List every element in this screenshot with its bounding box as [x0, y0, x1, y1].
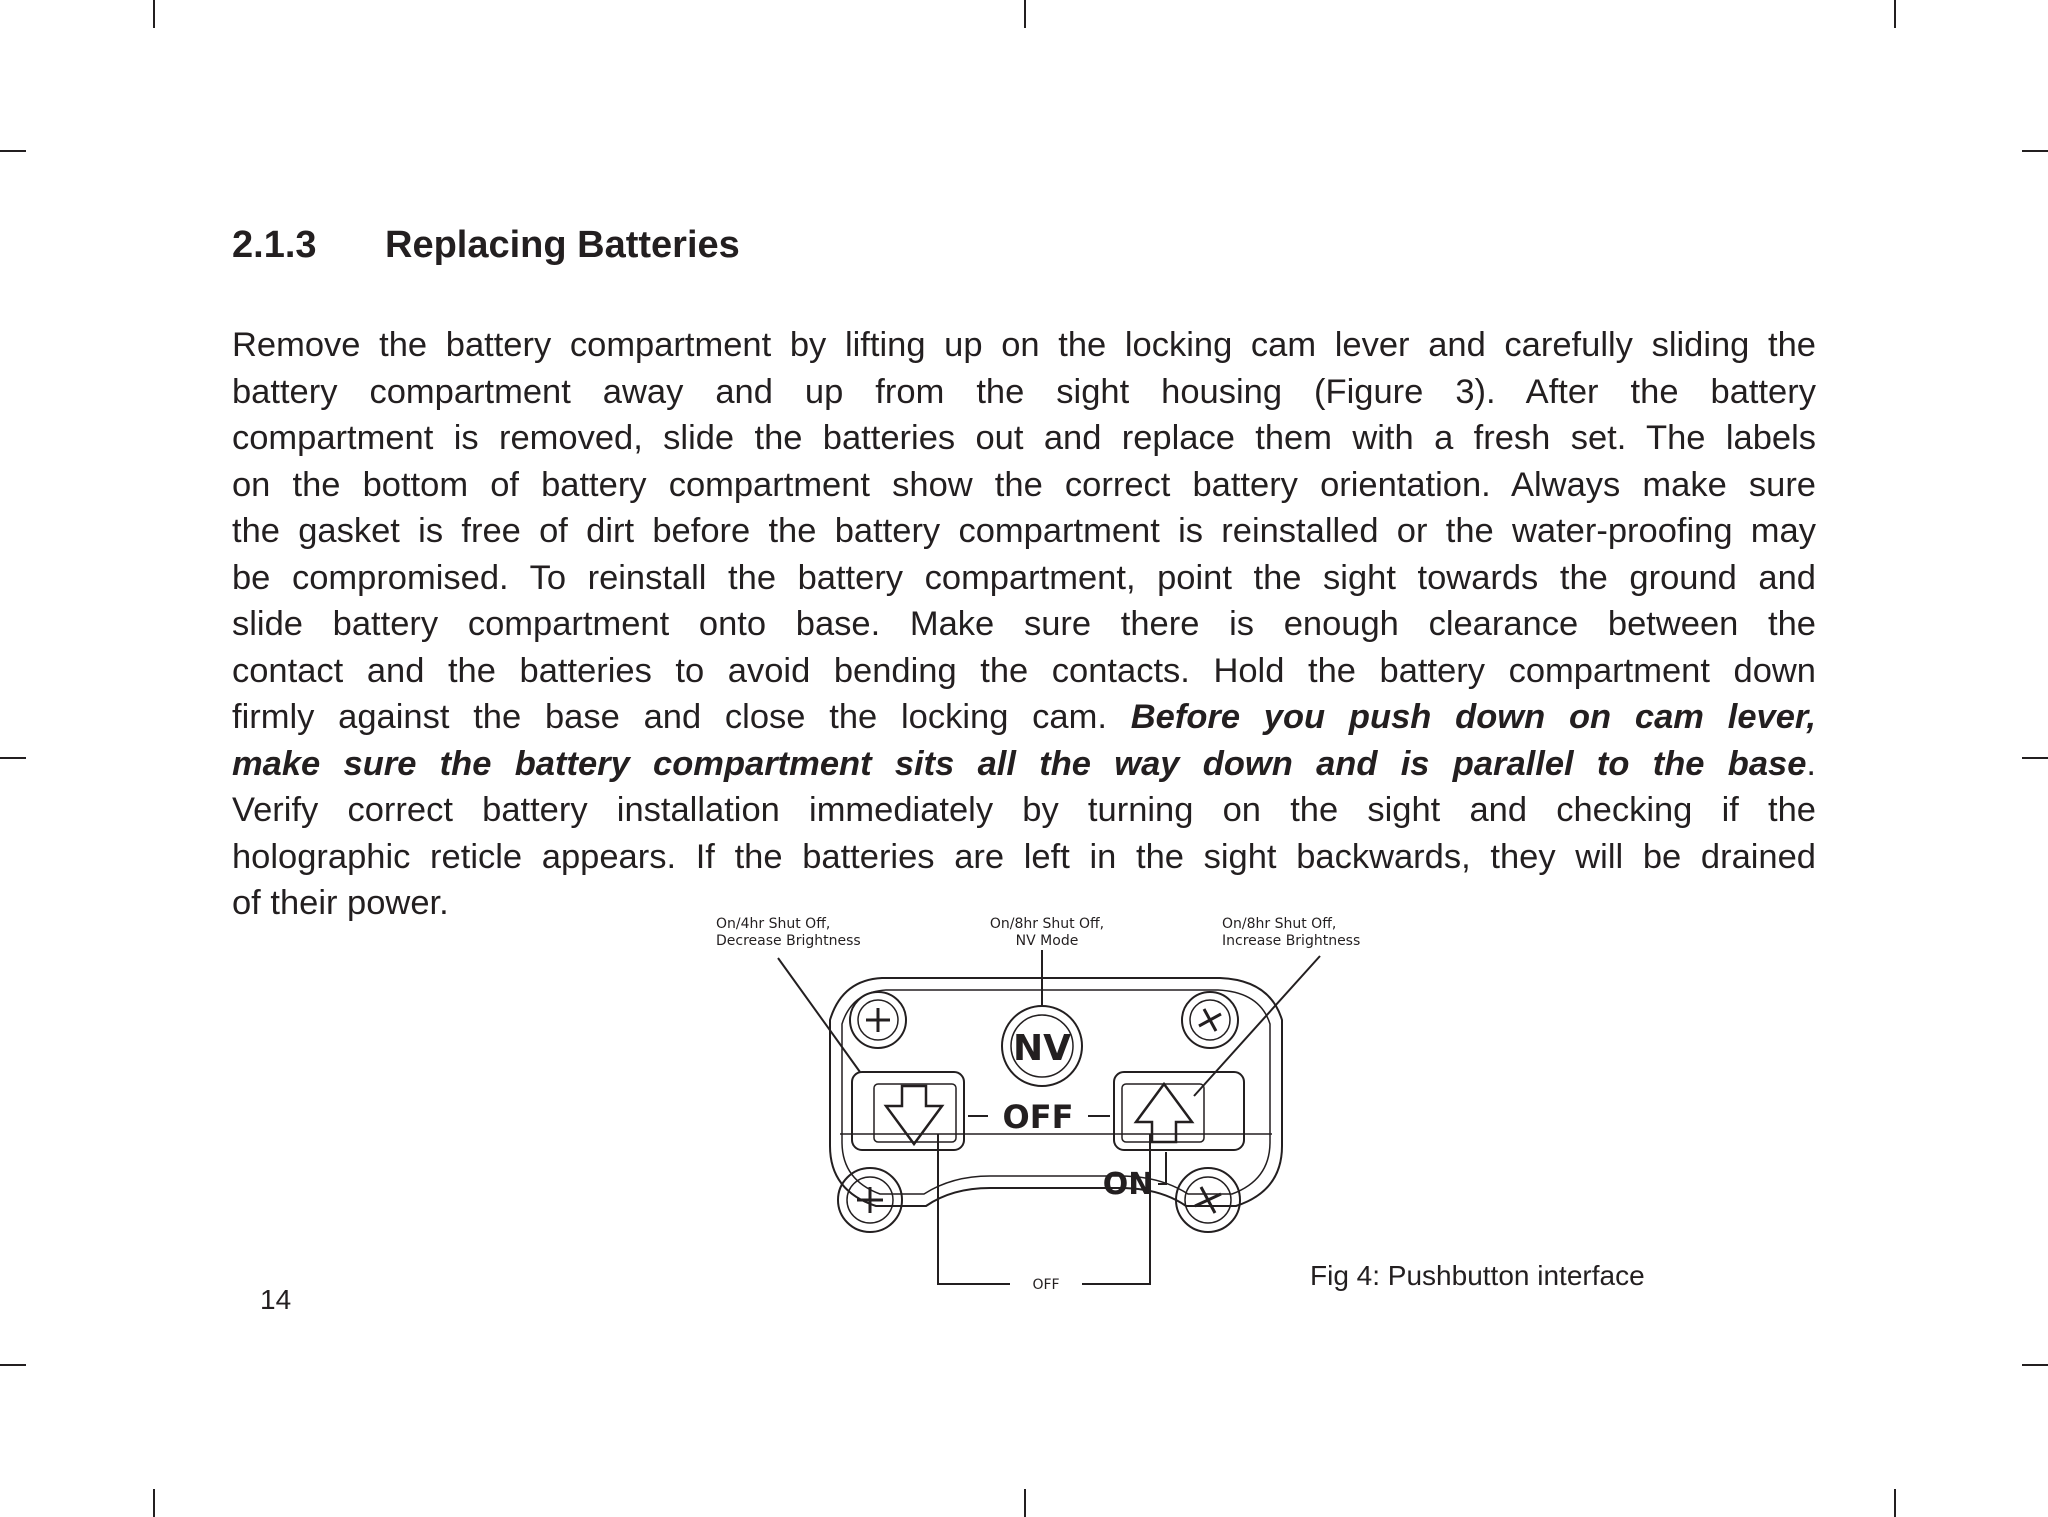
body-line: be compromised. To reinstall the battery compartment, point the sight towards the ground and: [232, 558, 1816, 597]
crop-mark: [0, 757, 26, 759]
arrow-down-icon: [886, 1086, 942, 1144]
figure-caption: Fig 4: Pushbutton interface: [1310, 1260, 1645, 1291]
crop-mark: [1024, 0, 1026, 28]
leader-line: [778, 958, 860, 1072]
body-line: compartment is removed, slide the batteries out and replace them with a fresh set. The labels: [232, 419, 1816, 457]
body-line: of their power.: [232, 884, 449, 922]
on-label: ON: [1102, 1167, 1154, 1202]
body-line: contact and the batteries to avoid bending the contacts. Hold the battery compartment down: [232, 651, 1816, 690]
crop-mark: [1894, 1489, 1896, 1517]
body-line: holographic reticle appears. If the batteries are left in the sight backwards, they will be drained: [232, 837, 1816, 876]
section-number: 2.1.3: [232, 224, 317, 266]
warning-text: make sure the battery compartment sits all the way down and is parallel to the base: [232, 744, 1807, 783]
callout-right-line1: On/8hr Shut Off,: [1222, 916, 1337, 932]
callout-center-line2: NV Mode: [1015, 933, 1079, 949]
body-line: [232, 741, 1816, 788]
callout-left-line2: Decrease Brightness: [716, 933, 861, 949]
body-line: on the bottom of battery compartment show the correct battery orientation. Always make sure: [232, 465, 1816, 504]
crop-mark: [2022, 1364, 2048, 1366]
body-line: [232, 694, 1816, 741]
housing-outline: [830, 978, 1282, 1206]
section-heading: [232, 222, 740, 268]
warning-text: Before you push down on cam lever,: [1130, 698, 1816, 736]
callout-left-line1: On/4hr Shut Off,: [716, 916, 831, 932]
bottom-off-label: OFF: [1032, 1277, 1060, 1293]
body-line: slide battery compartment onto base. Make sure there is enough clearance between the: [232, 605, 1816, 643]
body-line: Verify correct battery installation immediately by turning on the sight and checking if the: [232, 791, 1816, 829]
body-line: the gasket is free of dirt before the battery compartment is reinstalled or the water-proofing may: [232, 512, 1816, 550]
body-line-text: firmly against the base and close the locking cam.: [232, 698, 1131, 736]
on-indicator-line: [1158, 1152, 1166, 1184]
body-line: Remove the battery compartment by lifting up on the locking cam lever and carefully sliding the: [232, 326, 1816, 364]
nv-label: NV: [1013, 1028, 1071, 1069]
body-line-text: .: [1806, 744, 1816, 783]
body-paragraph: [232, 322, 1816, 927]
crop-mark: [1894, 0, 1896, 28]
callout-center-line1: On/8hr Shut Off,: [989, 916, 1105, 932]
section-title: Replacing Batteries: [385, 224, 740, 266]
off-bracket-line: [938, 1134, 1150, 1284]
off-label: OFF: [1002, 1098, 1074, 1136]
callout-right-line2: Increase Brightness: [1222, 933, 1361, 949]
crop-mark: [153, 1489, 155, 1517]
pushbutton-diagram: [690, 906, 1410, 1296]
crop-mark: [1024, 1489, 1026, 1517]
crop-mark: [0, 1364, 26, 1366]
crop-mark: [0, 150, 26, 152]
crop-mark: [2022, 757, 2048, 759]
crop-mark: [2022, 150, 2048, 152]
page-number: 14: [260, 1284, 292, 1315]
body-line: battery compartment away and up from the sight housing (Figure 3). After the battery: [232, 372, 1816, 411]
crop-mark: [153, 0, 155, 28]
